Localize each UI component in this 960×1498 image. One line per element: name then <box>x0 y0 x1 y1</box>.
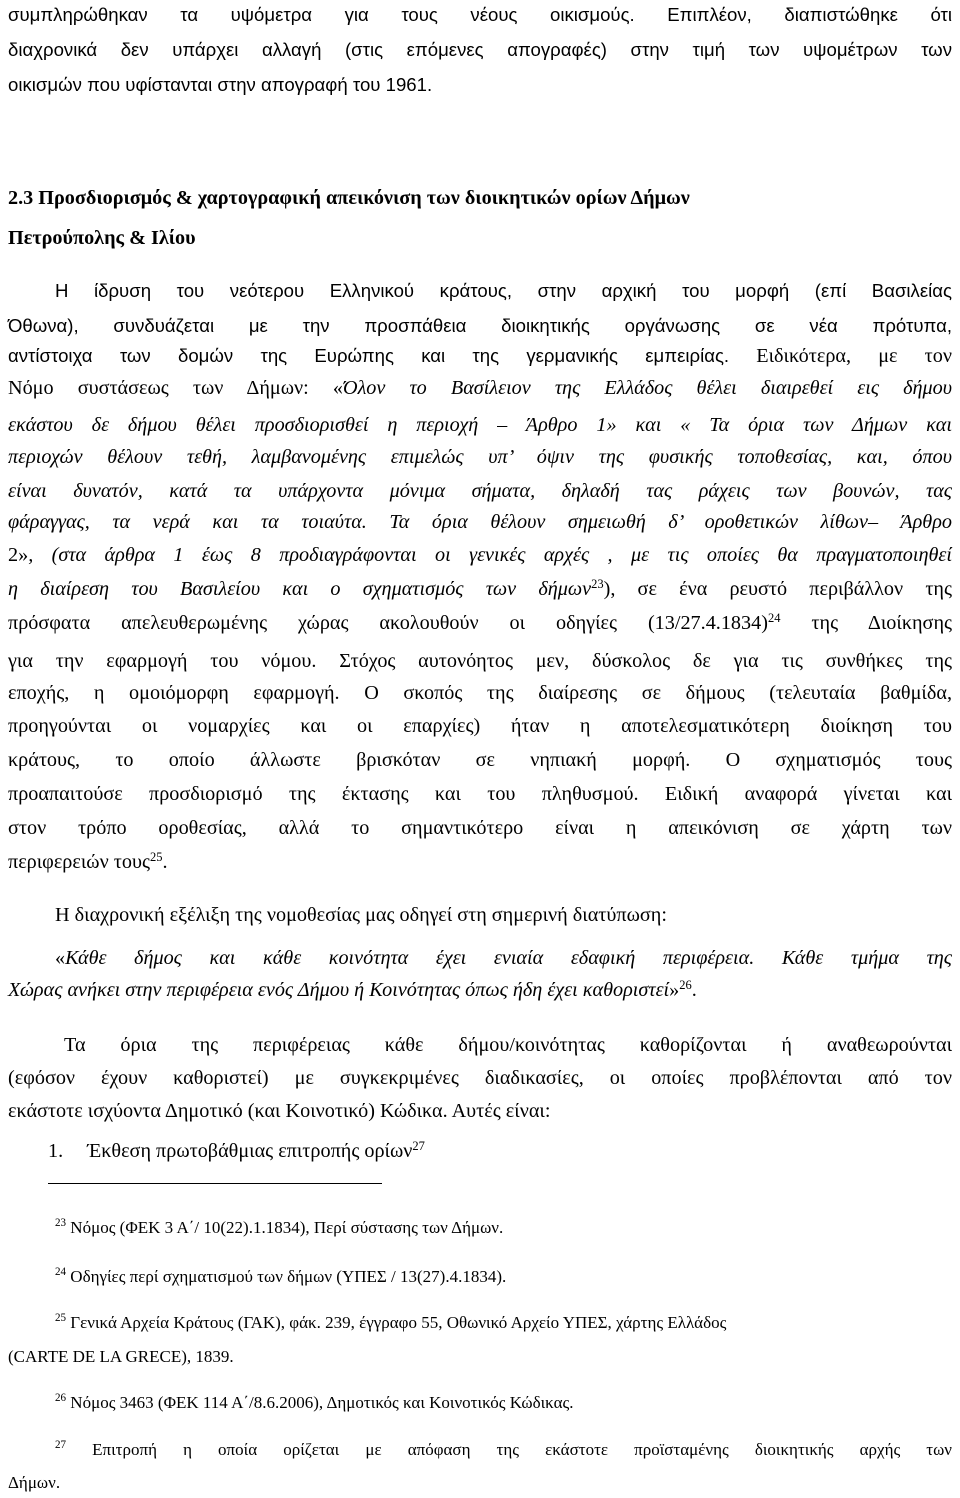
para1-line: Νόμο συστάσεως των Δήμων: «Όλον το Βασίλειον της Ελλάδος θέλει διαιρεθεί εις δήμου <box>8 377 952 399</box>
footnote-25: $^{25}$ Γενικά Αρχεία Κράτους (ΓΑΚ), φάκ. 239, έγγραφο 55, Οθωνικό Αρχείο ΥΠΕΣ, χάρτης Ελλάδος <box>55 1312 727 1332</box>
para3-line: (εφόσον έχουν καθοριστεί) με συγκεκριμένες διαδικασίες, οι οποίες προβλέπονται από τον <box>8 1067 952 1089</box>
para1-line: αντίστοιχα των δομών της Ευρώπης και της γερμανικής εμπειρίας. Ειδικότερα, με τον <box>8 345 952 367</box>
para3-line: Τα όρια της περιφέρειας κάθε δήμου/κοινότητας καθορίζονται ή αναθεωρούνται <box>64 1034 952 1056</box>
footnote-27-cont: Δήμων. <box>8 1473 61 1492</box>
list-item <box>48 1136 960 1166</box>
intro-line-1: συμπληρώθηκαν τα υψόμετρα για τους νέους οικισμούς. Επιπλέον, διαπιστώθηκε ότι <box>8 4 952 25</box>
footnote-ref: 23 <box>591 577 604 592</box>
intro-line-3: οικισμών που υφίστανται στην απογραφή του 1961. <box>8 74 433 95</box>
para1-line: πρόσφατα απελευθερωμένης χώρας ακολουθούν οι οδηγίες $(13/27.4.1834)^{24}$ της Διοίκησης <box>8 611 952 634</box>
footnote-27: $^{27}$ Επιτροπή η οποία ορίζεται με απόφαση της εκάστοτε προϊσταμένης διοικητικής αρχής των <box>55 1439 952 1459</box>
footnote-ref: 24 <box>767 611 781 626</box>
footnote-25-cont: (CARTE DE LA GRECE), 1839. <box>8 1347 234 1366</box>
para1-line: προαπαιτούσε προσδιορισμό της έκτασης και του πληθυσμού. Ειδική αναφορά γίνεται και <box>8 783 952 805</box>
para1-line: Η ίδρυση του νεότερου Ελληνικού κράτους, στην αρχική του μορφή (επί Βασιλείας <box>55 280 952 301</box>
para2-line: Η διαχρονική εξέλιξη της νομοθεσίας μας οδηγεί στη σημερινή διατύπωση: <box>55 904 667 926</box>
para1-line: Όθωνα), συνδυάζεται με την προσπάθεια διοικητικής οργάνωσης σε νέα πρότυπα, <box>8 315 952 336</box>
footnote-24: $^{24}$ Οδηγίες περί σχηματισμού των δήμων (ΥΠΕΣ / 13(27).4.1834). <box>55 1266 507 1286</box>
footnote-23: $^{23}$ Νόμος (ΦΕΚ 3 Α΄/ 10(22).1.1834), Περί σύστασης των Δήμων. <box>55 1217 504 1237</box>
para1-line: προηγούνται οι νομαρχίες και οι επαρχίες) ήταν η αποτελεσματικότερη διοίκηση του <box>8 715 952 737</box>
para1-line: περιφερειών τους$^{25}$. <box>8 850 168 873</box>
para1-line: εκάστου δε δήμου θέλει προσδιορισθεί η περιοχή – Άρθρο 1» και « Τα όρια των Δήμων και <box>8 414 952 436</box>
para1-line: η διαίρεση του Βασιλείου και ο σχηματισμός των δήμων$^{23}$), σε ένα ρευστό περιβάλλον της <box>8 577 952 600</box>
para1-line: για την εφαρμογή του νόμου. Στόχος αυτονόητος μεν, δύσκολος δε για τις συνθήκες της <box>8 650 952 672</box>
section-heading: 2.3 Προσδιορισμός & χαρτογραφική απεικόνιση των διοικητικών ορίων Δήμων <box>8 187 690 209</box>
para1-line: 2», (στα άρθρα 1 έως 8 προδιαγράφονται οι γενικές αρχές , με τις οποίες θα πραγματοποιηθεί <box>8 544 952 566</box>
para1-line: στον τρόπο οροθεσίας, αλλά το σημαντικότερο είναι η απεικόνιση σε χάρτη των <box>8 817 952 839</box>
list-number: 1. <box>48 1140 64 1162</box>
para1-line: κράτους, το οποίο άλλωστε βρισκόταν σε νηπιακή μορφή. Ο σχηματισμός τους <box>8 749 952 771</box>
para3-line: εκάστοτε ισχύοντα Δημοτικό (και Κοινοτικό) Κώδικα. Αυτές είναι: <box>8 1100 551 1122</box>
footnote-ref: 25 <box>149 850 163 865</box>
footnote-ref: 27 <box>412 1139 425 1154</box>
quote-line: Χώρας ανήκει στην περιφέρεια ενός Δήμου ή Κοινότητας όπως ήδη έχει καθοριστεί»$^{26}$. <box>8 978 697 1001</box>
para1-line: είναι δυνατόν, κατά τα υπάρχοντα μόνιμα σήματα, δηλαδή τας ράχεις των βουνών, τας <box>8 480 952 502</box>
footnote-26: $^{26}$ Νόμος 3463 (ΦΕΚ 114 Α΄/8.6.2006), Δημοτικός και Κοινοτικός Κώδικας. <box>55 1392 574 1412</box>
para1-line: φάραγγας, τα νερά και τα τοιαύτα. Τα όρια θέλουν σημειωθή δ’ οροθετικών λίθων– Άρθρο <box>8 511 952 533</box>
list-item-text: Έκθεση πρωτοβάθμιας επιτροπής ορίων <box>87 1140 413 1162</box>
footnote-separator <box>48 1183 382 1184</box>
section-heading-cont: Πετρούπολης & Ιλίου <box>8 227 196 249</box>
intro-line-2: διαχρονικά δεν υπάρχει αλλαγή (στις επόμενες απογραφές) στην τιμή των υψομέτρων των <box>8 39 952 60</box>
para1-line: περιοχών θέλουν τεθή, λαμβανομένης επιμελώς υπ’ όψιν της φυσικής τοποθεσίας, και, όπου <box>8 446 952 468</box>
para1-line: εποχής, η ομοιόμορφη εφαρμογή. Ο σκοπός της διαίρεσης σε δήμους (τελευταία βαθμίδα, <box>8 682 952 704</box>
quote-line: «Κάθε δήμος και κάθε κοινότητα έχει ενιαία εδαφική περιφέρεια. Κάθε τμήμα της <box>55 947 952 969</box>
footnote-ref: 26 <box>679 978 692 993</box>
